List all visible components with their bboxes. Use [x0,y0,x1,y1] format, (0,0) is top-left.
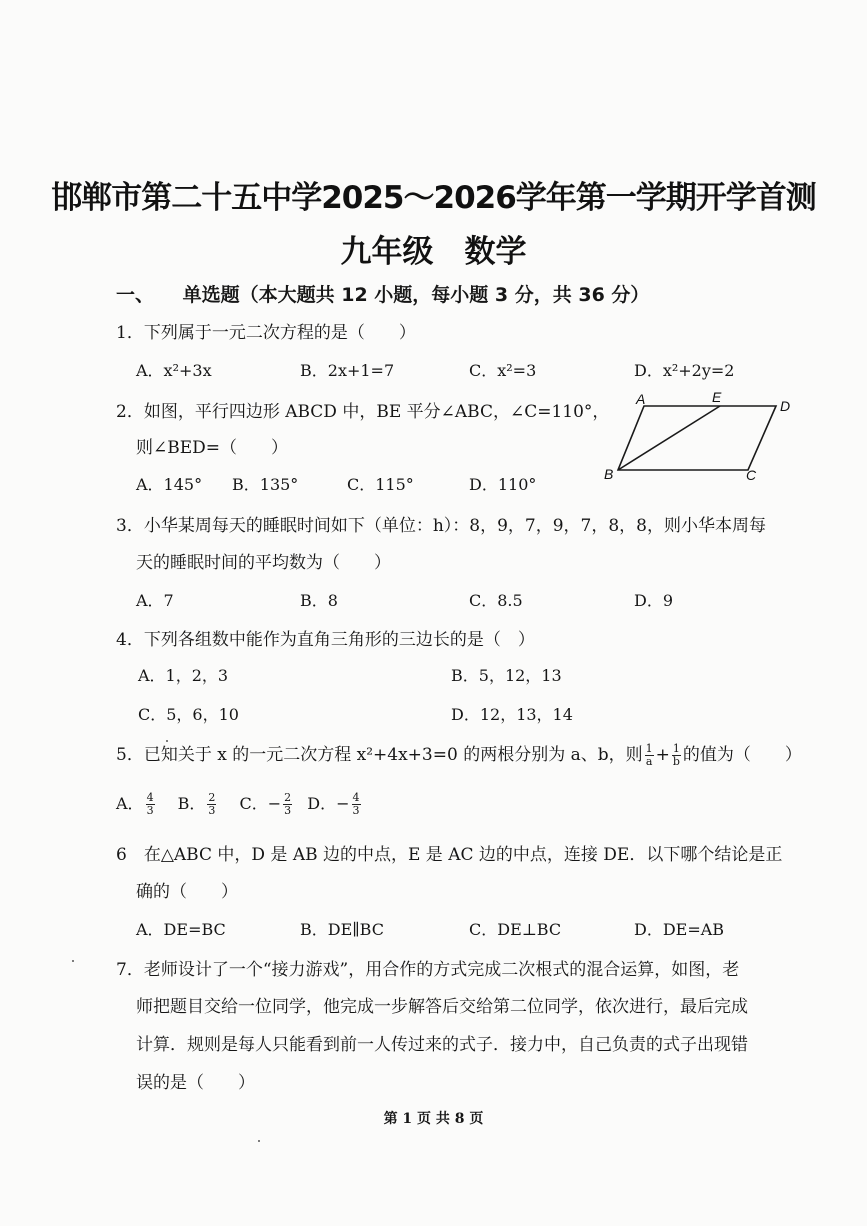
exam-title: 邯郸市第二十五中学2025～2026学年第一学期开学首测 [51,180,816,216]
q2-option-b: B．135° [232,475,299,494]
q5-b-fraction [207,792,216,817]
q5-a-fraction [146,792,155,817]
q6-option-b: B．DE∥BC [300,920,384,939]
q1-stem: 1．下列属于一元二次方程的是（ ） [116,323,416,343]
q2-option-d: D．110° [469,475,537,494]
q1-option-b: B．2x+1=7 [300,361,395,380]
label-d: D [780,398,791,414]
q5-b-label: B． [177,794,206,813]
q5-option-a [116,791,157,817]
q5-c-den: 3 [284,804,292,817]
label-b: B [604,466,614,482]
q5-a-label: A． [116,794,144,813]
label-c: C [746,467,757,482]
q5-options [116,791,363,817]
q2-stem-line1: 2．如图，平行四边形 ABCD 中，BE 平分∠ABC，∠C=110°， [116,402,610,422]
parallelogram-abcd [618,406,776,470]
q2-option-a: A．145° [136,475,203,494]
q6-stem-line1: 6 在△ABC 中，D 是 AB 边的中点，E 是 AC 边的中点，连接 DE．以下哪个结论是正 [116,845,783,865]
q4-option-b: B．5，12，13 [451,666,562,685]
q5-d-label: D．− [307,794,350,813]
q5-b-den: 3 [208,804,216,817]
q5-b-num: 2 [208,791,216,804]
exam-subtitle: 九年级 数学 [340,234,527,270]
q5-plus: + [655,745,670,765]
q3-option-b: B．8 [300,591,338,610]
q3-stem-line1: 3．小华某周每天的睡眠时间如下（单位：h）：8，9，7，9，7，8，8，则小华本周每 [116,516,766,536]
q5-d-den: 3 [352,804,360,817]
q5-stem-after: 的值为（ ） [682,745,802,765]
section-title: 单选题（本大题共 12 小题，每小题 3 分，共 36 分） [182,284,650,306]
scan-speck [72,960,74,962]
label-e: E [712,390,722,405]
q5-fraction-2 [672,743,681,768]
q5-stem-before: 5．已知关于 x 的一元二次方程 x²+4x+3=0 的两根分别为 a、b，则 [116,745,643,765]
section-heading [116,280,649,307]
q6-option-d: D．DE=AB [634,920,725,939]
q5-option-d [307,791,362,817]
q7-stem-line2: 师把题目交给一位同学，他完成一步解答后交给第二位同学，依次进行，最后完成 [136,997,748,1017]
q5-frac1-num: 1 [645,742,653,755]
page-footer: 第 1 页 共 8 页 [383,1111,484,1127]
q5-a-den: 3 [146,804,154,817]
q2-option-c: C．115° [347,475,414,494]
section-number: 一、 [116,284,155,306]
q1-option-c: C．x²=3 [469,361,537,380]
q5-a-num: 4 [146,791,154,804]
q6-option-a: A．DE=BC [136,920,226,939]
q5-stem [116,740,802,768]
q7-stem-line4: 误的是（ ） [136,1073,255,1093]
q5-fraction-1 [645,743,654,768]
q7-stem-line1: 7．老师设计了一个“接力游戏”，用合作的方式完成二次根式的混合运算，如图，老 [116,960,740,980]
q7-stem-line3: 计算．规则是每人只能看到前一人传过来的式子．接力中，自己负责的式子出现错 [136,1035,748,1055]
q3-option-d: D．9 [634,591,674,610]
q5-d-num: 4 [352,791,360,804]
q6-option-c: C．DE⊥BC [469,920,562,939]
q5-c-num: 2 [284,791,292,804]
q6-stem-line2: 确的（ ） [136,882,238,902]
q5-d-fraction [352,792,361,817]
q3-option-a: A．7 [136,591,174,610]
q3-option-c: C．8.5 [469,591,523,610]
q5-c-label: C．− [239,794,282,813]
label-a: A [636,391,646,407]
q5-option-b [177,791,219,817]
q5-option-c [239,791,295,817]
q4-stem: 4．下列各组数中能作为直角三角形的三边长的是（ ） [116,630,535,650]
scan-speck [258,1140,260,1142]
q5-c-fraction [283,792,292,817]
q5-frac1-den: a [645,755,653,768]
segment-be [618,406,720,470]
q4-option-a: A．1，2，3 [138,666,229,685]
q2-stem-line2: 则∠BED=（ ） [136,438,289,458]
q5-frac2-num: 1 [672,742,680,755]
q5-frac2-den: b [672,755,680,768]
q3-stem-line2: 天的睡眠时间的平均数为（ ） [136,553,391,573]
parallelogram-figure [598,390,808,482]
scan-speck [166,740,168,742]
q4-option-c: C．5，6，10 [138,705,239,724]
q1-option-d: D．x²+2y=2 [634,361,735,380]
q4-option-d: D．12，13，14 [451,705,573,724]
q1-option-a: A．x²+3x [136,361,212,380]
